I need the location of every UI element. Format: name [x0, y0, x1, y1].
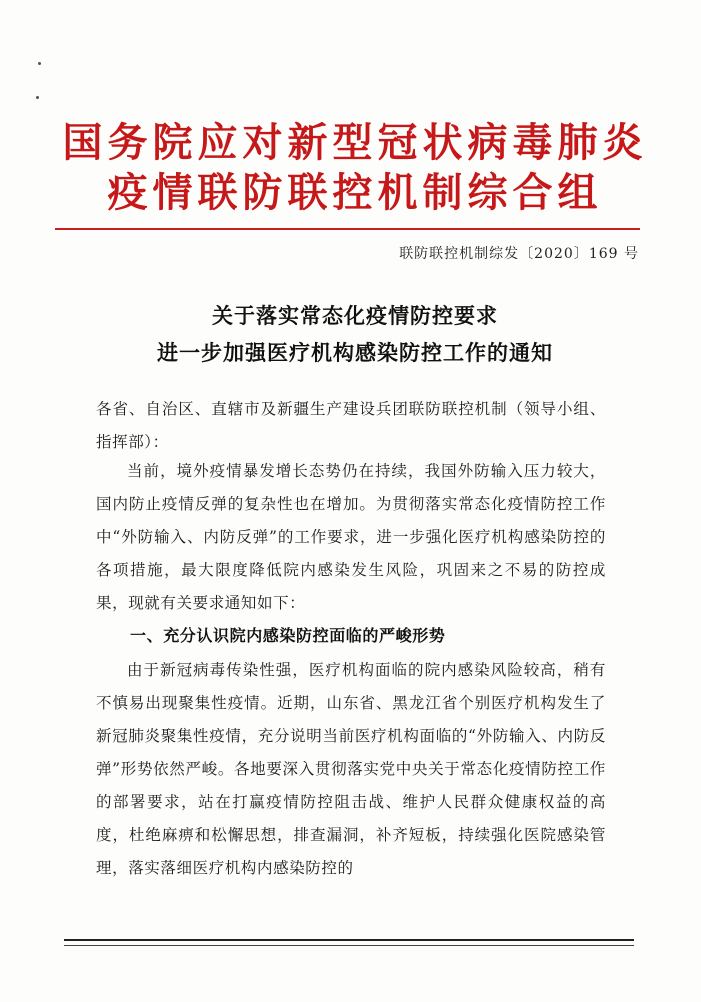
scan-speck [38, 62, 41, 65]
document-number: 联防联控机制综发〔2020〕169 号 [399, 246, 639, 262]
footer-rule-thin [64, 945, 634, 946]
issuer-header-line2: 疫情联防联控机制综合组 [107, 169, 603, 216]
body-paragraph-1: 当前，境外疫情暴发增长态势仍在持续，我国外防输入压力较大，国内防止疫情反弹的复杂性也在增加。为贯彻落实常态化疫情防控工作中“外防输入、内防反弹”的工作要求，进一步强化医疗机构感染防控的各项措施，最大限度降低院内感染发生风险，巩固来之不易的防控成果，现就有关要求通知如下： [96, 462, 606, 612]
addressee-paragraph: 各省、自治区、直辖市及新疆生产建设兵团联防联控机制（领导小组、指挥部）： [96, 400, 606, 451]
header-divider [55, 228, 640, 230]
notice-title-line2: 进一步加强医疗机构感染防控工作的通知 [157, 341, 553, 365]
issuer-header-line1: 国务院应对新型冠状病毒肺炎 [62, 119, 648, 166]
scan-speck [36, 96, 39, 99]
body-paragraph-2: 由于新冠病毒传染性强，医疗机构面临的院内感染风险较高，稍有不慎易出现聚集性疫情。近期，山东省、黑龙江省个别医疗机构发生了新冠肺炎聚集性疫情，充分说明当前医疗机构面临的“外防输入、内防反弹”形势依然严峻。各地要深入贯彻落实党中央关于常态化疫情防控工作的部署要求，站在打赢疫情防控阻击战、维护人民群众健康权益的高度，杜绝麻痹和松懈思想，排查漏洞，补齐短板，持续强化医院感染管理，落实落细医疗机构内感染防控的 [96, 661, 606, 877]
section-heading-1: 一、充分认识院内感染防控面临的严峻形势 [130, 626, 446, 645]
footer-rule [64, 939, 634, 941]
notice-title-line1: 关于落实常态化疫情防控要求 [212, 304, 498, 328]
